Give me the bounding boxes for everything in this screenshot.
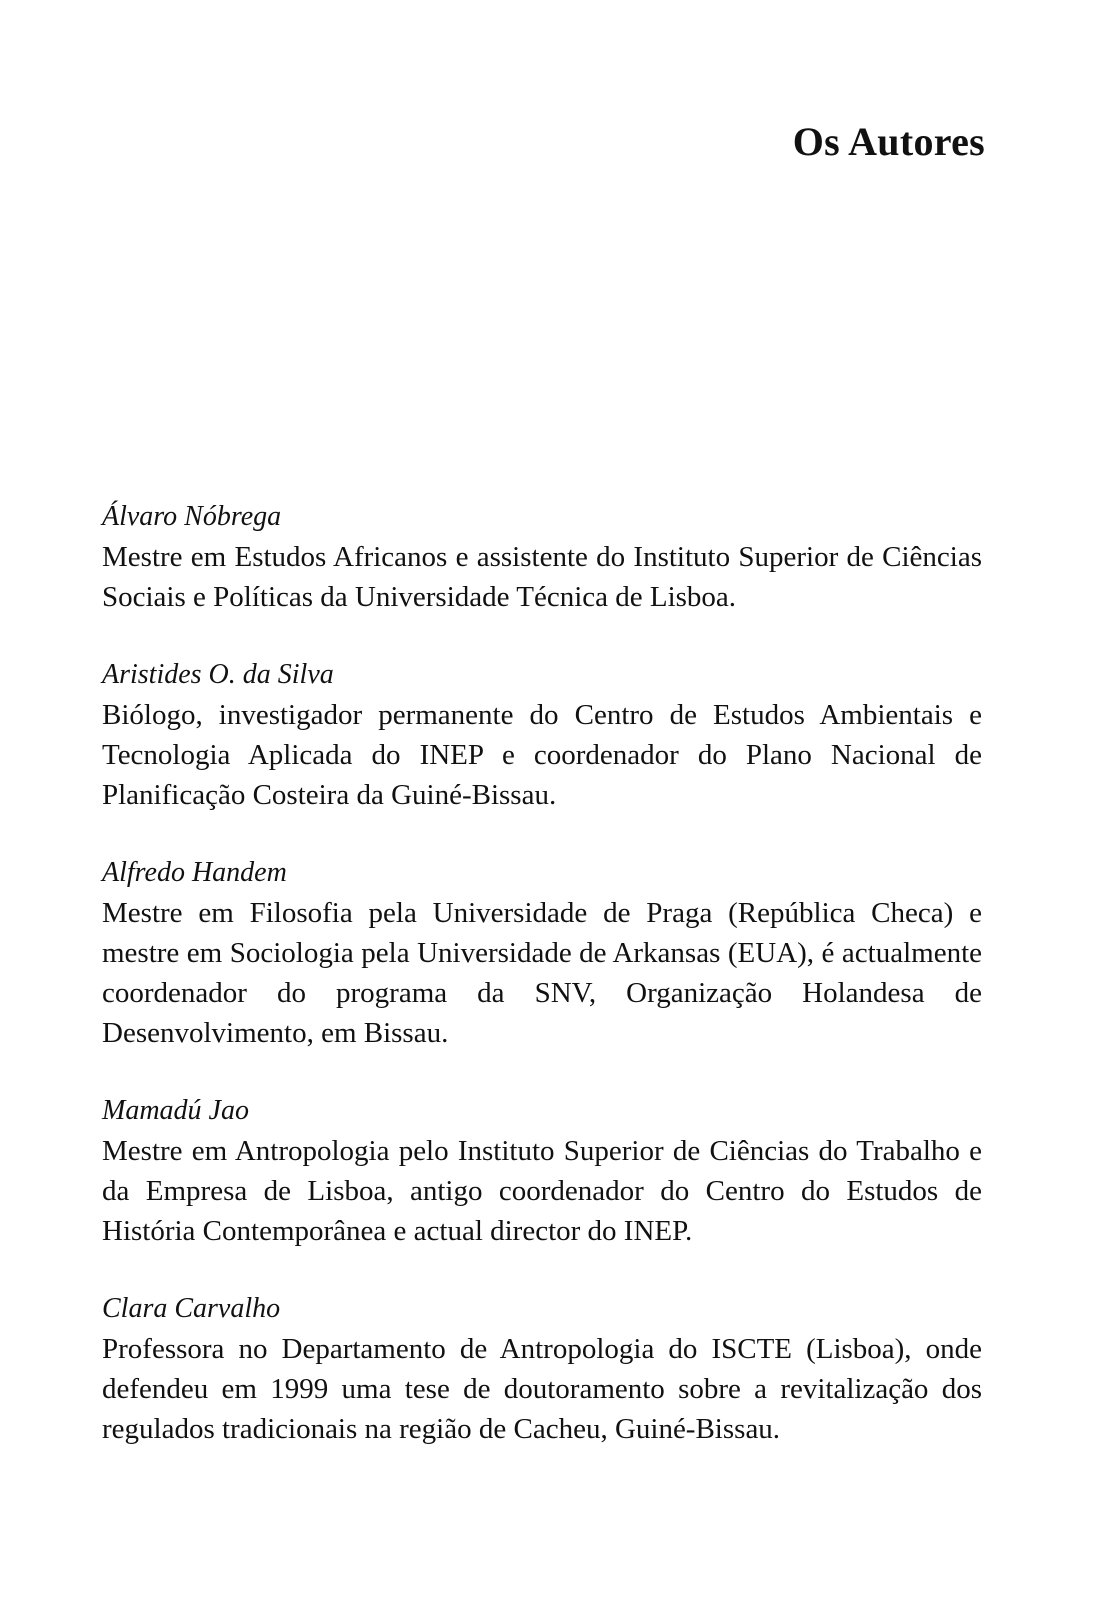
author-name: Mamadú Jao bbox=[102, 1095, 249, 1126]
author-name: Alfredo Handem bbox=[102, 857, 287, 888]
author-entry bbox=[102, 1289, 982, 1449]
author-bio: Mestre em Estudos Africanos e assistente do Instituto Superior de Ciências Sociais e Políticas da Universidade Técnica de Lisboa. bbox=[102, 541, 982, 613]
page-title: Os Autores bbox=[792, 119, 985, 164]
author-entry bbox=[102, 497, 982, 617]
author-bio: Mestre em Antropologia pelo Instituto Superior de Ciências do Trabalho e da Empresa de Lisboa, antigo coordenador do Centro do Estudos de História Contemporânea e actual director do INEP. bbox=[102, 1135, 982, 1247]
authors-list bbox=[102, 497, 982, 1487]
author-name: Álvaro Nóbrega bbox=[102, 501, 282, 532]
author-entry bbox=[102, 853, 982, 1053]
author-name: Clara Carvalho bbox=[102, 1293, 281, 1324]
author-bio: Mestre em Filosofia pela Universidade de Praga (República Checa) e mestre em Sociologia pela Universidade de Arkansas (EUA), é actualmente coordenador do programa da SNV, Organização Holandesa de Desenvolvimento, em Bissau. bbox=[102, 897, 982, 1049]
author-entry bbox=[102, 655, 982, 815]
author-bio: Biólogo, investigador permanente do Centro de Estudos Ambientais e Tecnologia Aplicada do INEP e coordenador do Plano Nacional de Planificação Costeira da Guiné-Bissau. bbox=[102, 699, 982, 811]
author-entry bbox=[102, 1091, 982, 1251]
author-name: Aristides O. da Silva bbox=[102, 659, 334, 690]
author-bio: Professora no Departamento de Antropologia do ISCTE (Lisboa), onde defendeu em 1999 uma tese de doutoramento sobre a revitalização dos regulados tradicionais na região de Cacheu, Guiné-Bissau. bbox=[102, 1333, 982, 1445]
